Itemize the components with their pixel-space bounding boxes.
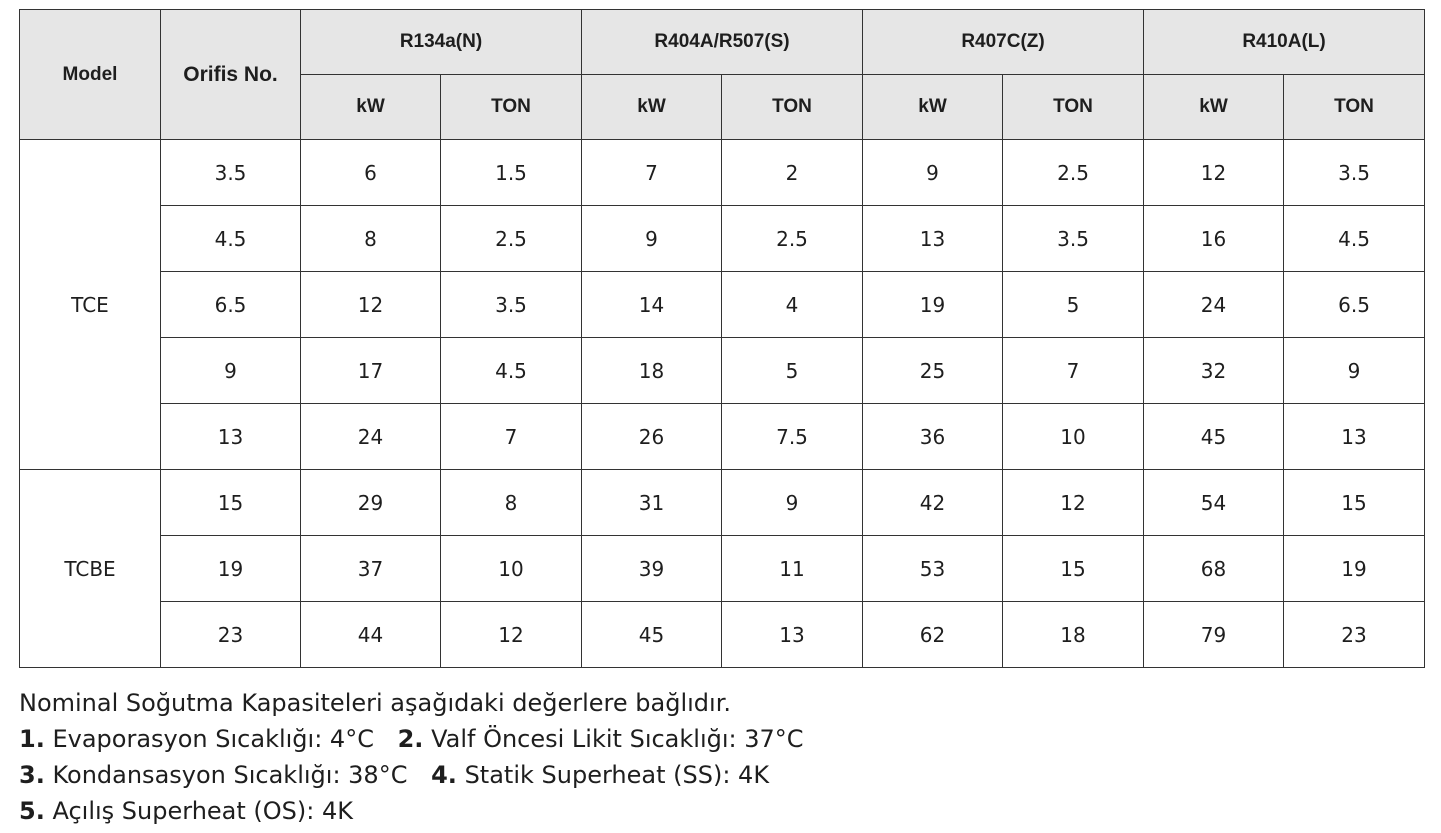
ton-cell: 4 (722, 272, 863, 338)
ton-cell: 10 (1003, 404, 1144, 470)
table-header (20, 10, 1425, 140)
ton-cell: 11 (722, 536, 863, 602)
kw-cell: 12 (1144, 140, 1284, 206)
ton-cell: 18 (1003, 602, 1144, 668)
refrigerant-header-r134a: R134a(N) (301, 10, 582, 75)
orifis-cell: 4.5 (161, 206, 301, 272)
ton-cell: 7 (1003, 338, 1144, 404)
kw-cell: 18 (582, 338, 722, 404)
model-header: Model (20, 10, 161, 140)
ton-cell: 5 (722, 338, 863, 404)
unit-header-ton: TON (1284, 75, 1425, 140)
kw-cell: 14 (582, 272, 722, 338)
orifis-cell: 9 (161, 338, 301, 404)
kw-cell: 24 (1144, 272, 1284, 338)
orifis-cell: 3.5 (161, 140, 301, 206)
orifis-cell: 15 (161, 470, 301, 536)
kw-cell: 25 (863, 338, 1003, 404)
kw-cell: 9 (863, 140, 1003, 206)
orifis-cell: 23 (161, 602, 301, 668)
kw-cell: 24 (301, 404, 441, 470)
ton-cell: 2 (722, 140, 863, 206)
ton-cell: 15 (1003, 536, 1144, 602)
ton-cell: 7 (441, 404, 582, 470)
kw-cell: 45 (1144, 404, 1284, 470)
kw-cell: 17 (301, 338, 441, 404)
capacity-table-container (19, 9, 1425, 668)
ton-cell: 4.5 (441, 338, 582, 404)
table-row (20, 140, 1425, 206)
ton-cell: 2.5 (1003, 140, 1144, 206)
note-number: 2. (397, 725, 424, 753)
kw-cell: 36 (863, 404, 1003, 470)
notes-intro: Nominal Soğutma Kapasiteleri aşağıdaki değerlere bağlıdır. (19, 689, 731, 717)
unit-header-ton: TON (441, 75, 582, 140)
ton-cell: 3.5 (441, 272, 582, 338)
kw-cell: 8 (301, 206, 441, 272)
note-number: 5. (19, 797, 45, 825)
table-body (20, 140, 1425, 668)
kw-cell: 31 (582, 470, 722, 536)
unit-header-ton: TON (1003, 75, 1144, 140)
orifis-cell: 6.5 (161, 272, 301, 338)
orifis-cell: 13 (161, 404, 301, 470)
kw-cell: 42 (863, 470, 1003, 536)
ton-cell: 12 (1003, 470, 1144, 536)
ton-cell: 8 (441, 470, 582, 536)
kw-cell: 7 (582, 140, 722, 206)
refrigerant-header-r407c: R407C(Z) (863, 10, 1144, 75)
orifis-cell: 19 (161, 536, 301, 602)
note-line-2 (19, 757, 804, 793)
unit-header-kw: kW (582, 75, 722, 140)
unit-header-ton: TON (722, 75, 863, 140)
ton-cell: 3.5 (1284, 140, 1425, 206)
refrigerant-header-r404a: R404A/R507(S) (582, 10, 863, 75)
kw-cell: 6 (301, 140, 441, 206)
ton-cell: 1.5 (441, 140, 582, 206)
kw-cell: 13 (863, 206, 1003, 272)
note-number: 4. (431, 761, 457, 789)
table-row (20, 272, 1425, 338)
kw-cell: 53 (863, 536, 1003, 602)
note-line-1 (19, 721, 804, 757)
kw-cell: 62 (863, 602, 1003, 668)
ton-cell: 13 (722, 602, 863, 668)
ton-cell: 13 (1284, 404, 1425, 470)
kw-cell: 68 (1144, 536, 1284, 602)
kw-cell: 54 (1144, 470, 1284, 536)
ton-cell: 15 (1284, 470, 1425, 536)
kw-cell: 32 (1144, 338, 1284, 404)
kw-cell: 45 (582, 602, 722, 668)
table-row (20, 470, 1425, 536)
kw-cell: 26 (582, 404, 722, 470)
kw-cell: 12 (301, 272, 441, 338)
ton-cell: 6.5 (1284, 272, 1425, 338)
table-row (20, 602, 1425, 668)
table-row (20, 404, 1425, 470)
ton-cell: 3.5 (1003, 206, 1144, 272)
ton-cell: 5 (1003, 272, 1144, 338)
ton-cell: 9 (722, 470, 863, 536)
model-cell: TCE (20, 140, 161, 470)
unit-header-kw: kW (863, 75, 1003, 140)
ton-cell: 9 (1284, 338, 1425, 404)
ton-cell: 19 (1284, 536, 1425, 602)
model-cell: TCBE (20, 470, 161, 668)
kw-cell: 37 (301, 536, 441, 602)
notes-section (19, 685, 804, 829)
kw-cell: 39 (582, 536, 722, 602)
note-number: 3. (19, 761, 45, 789)
kw-cell: 29 (301, 470, 441, 536)
ton-cell: 2.5 (441, 206, 582, 272)
note-text: Valf Öncesi Likit Sıcaklığı: 37°C (431, 725, 804, 753)
ton-cell: 2.5 (722, 206, 863, 272)
table-row (20, 206, 1425, 272)
kw-cell: 44 (301, 602, 441, 668)
kw-cell: 16 (1144, 206, 1284, 272)
table-row (20, 338, 1425, 404)
note-number: 1. (19, 725, 45, 753)
note-text: Evaporasyon Sıcaklığı: 4°C (52, 725, 374, 753)
ton-cell: 10 (441, 536, 582, 602)
unit-header-kw: kW (1144, 75, 1284, 140)
note-line-3 (19, 793, 804, 829)
unit-header-kw: kW (301, 75, 441, 140)
note-text: Statik Superheat (SS): 4K (464, 761, 770, 789)
ton-cell: 23 (1284, 602, 1425, 668)
kw-cell: 79 (1144, 602, 1284, 668)
orifis-header: Orifis No. (161, 10, 301, 140)
capacity-table (19, 9, 1425, 668)
note-text: Açılış Superheat (OS): 4K (52, 797, 353, 825)
refrigerant-header-r410a: R410A(L) (1144, 10, 1425, 75)
kw-cell: 19 (863, 272, 1003, 338)
ton-cell: 7.5 (722, 404, 863, 470)
ton-cell: 4.5 (1284, 206, 1425, 272)
ton-cell: 12 (441, 602, 582, 668)
kw-cell: 9 (582, 206, 722, 272)
note-text: Kondansasyon Sıcaklığı: 38°C (52, 761, 408, 789)
table-row (20, 536, 1425, 602)
